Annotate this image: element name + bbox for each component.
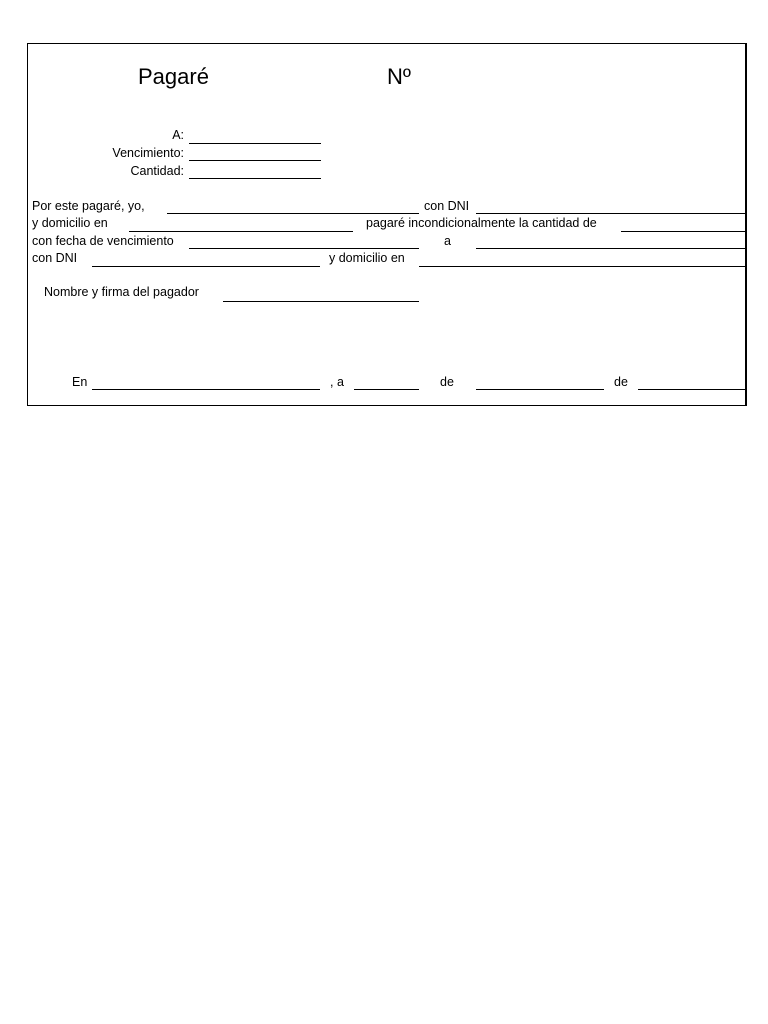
amount-field[interactable]	[189, 178, 321, 179]
payee-address-field[interactable]	[419, 266, 746, 267]
debtor-name-field[interactable]	[167, 213, 419, 214]
signature-label: Nombre y firma del pagador	[44, 285, 199, 299]
month-field[interactable]	[476, 389, 604, 390]
payee-dni-field[interactable]	[92, 266, 320, 267]
unconditional-pay-text: pagaré incondicionalmente la cantidad de	[366, 216, 597, 230]
body-intro-text: Por este pagaré, yo,	[32, 199, 145, 213]
place-field[interactable]	[92, 389, 320, 390]
payee-address-label: y domicilio en	[329, 251, 405, 265]
payee-name-field[interactable]	[476, 248, 746, 249]
day-label: , a	[330, 375, 344, 389]
month-label: de	[440, 375, 454, 389]
debtor-address-field[interactable]	[129, 231, 353, 232]
payment-amount-field[interactable]	[621, 231, 746, 232]
debtor-address-label: y domicilio en	[32, 216, 108, 230]
due-date-field[interactable]	[189, 160, 321, 161]
note-number-label: Nº	[387, 64, 411, 89]
due-date-text: con fecha de vencimiento	[32, 234, 174, 248]
day-field[interactable]	[354, 389, 419, 390]
body-due-date-field[interactable]	[189, 248, 419, 249]
year-field[interactable]	[638, 389, 746, 390]
to-label: A:	[172, 128, 184, 142]
payee-prefix-text: a	[444, 234, 451, 248]
promissory-note-form	[27, 43, 747, 406]
due-date-label: Vencimiento:	[112, 146, 184, 160]
payee-dni-label: con DNI	[32, 251, 78, 265]
debtor-dni-field[interactable]	[476, 213, 746, 214]
amount-label: Cantidad:	[130, 164, 184, 178]
place-label: En	[72, 375, 88, 389]
debtor-dni-label: con DNI	[424, 199, 470, 213]
form-title: Pagaré	[138, 64, 209, 89]
signature-field[interactable]	[223, 301, 419, 302]
to-field[interactable]	[189, 143, 321, 144]
year-label: de	[614, 375, 628, 389]
